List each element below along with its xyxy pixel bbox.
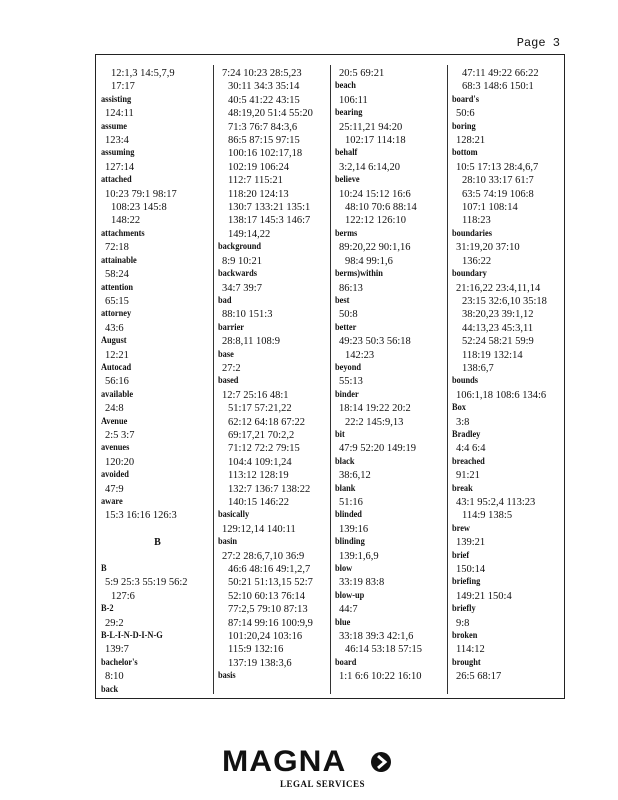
- spacer: [101, 550, 214, 563]
- page-refs: 38:6,12: [339, 470, 371, 482]
- page-refs: 34:7 39:7: [222, 282, 262, 294]
- index-term: break: [452, 483, 473, 494]
- page-refs-continued: 112:7 115:21: [228, 175, 283, 187]
- page-refs: 50:6: [456, 108, 475, 120]
- page-refs-continued: 108:23 145:8: [111, 202, 167, 214]
- page-refs: 120:20: [105, 456, 135, 468]
- index-term: blinded: [335, 510, 362, 521]
- logo-wordmark: MAGNA: [222, 745, 347, 778]
- page-refs: 56:16: [105, 376, 129, 388]
- page-refs-continued: 107:1 108:14: [462, 202, 518, 214]
- page-refs: 47:9: [105, 483, 124, 495]
- page-refs-continued: 113:12 128:19: [228, 470, 289, 482]
- index-term: bad: [218, 295, 232, 306]
- index-term: avenues: [101, 443, 130, 454]
- page-refs: 86:13: [339, 282, 363, 294]
- index-term: available: [101, 389, 134, 400]
- page-refs-continued: 30:11 34:3 35:14: [228, 81, 300, 93]
- page-refs-continued: 114:9 138:5: [462, 510, 513, 522]
- page-refs: 2:5 3:7: [105, 429, 135, 441]
- page-refs: 114:12: [456, 644, 485, 656]
- page-refs: 33:18 39:3 42:1,6: [339, 631, 414, 643]
- index-term: blow: [335, 564, 353, 575]
- page-refs: 51:16: [339, 497, 363, 508]
- page-refs: 20:5 69:21: [339, 68, 385, 79]
- index-term: back: [101, 684, 119, 695]
- page-refs: 47:9 52:20 149:19: [339, 443, 417, 455]
- page-refs: 18:14 19:22 20:2: [339, 403, 411, 415]
- page-refs: 44:7: [339, 604, 358, 616]
- page-refs: 43:6: [105, 322, 124, 334]
- page-refs: 8:10: [105, 671, 124, 683]
- page-refs-continued: 12:1,3 14:5,7,9: [111, 68, 175, 79]
- page-refs-continued: 142:23: [345, 349, 375, 361]
- index-term: backwards: [218, 269, 258, 280]
- page-refs: 58:24: [105, 269, 129, 281]
- section-letter: B: [154, 537, 161, 549]
- index-term: best: [335, 295, 350, 306]
- page-label: Page 3: [516, 36, 560, 50]
- index-column-1: [101, 67, 214, 697]
- page-refs-continued: 69:17,21 70:2,2: [228, 429, 295, 441]
- page-refs: 150:14: [456, 564, 486, 576]
- page-refs-continued: 40:5 41:22 43:15: [228, 94, 300, 106]
- page-refs: 139:21: [456, 537, 486, 549]
- page-refs: 27:2 28:6,7,10 36:9: [222, 550, 305, 562]
- page-refs-continued: 138:17 145:3 146:7: [228, 215, 311, 227]
- page-refs-continued: 118:19 132:14: [462, 349, 523, 361]
- index-term: brought: [452, 657, 481, 668]
- logo-subtitle: LEGAL SERVICES: [280, 779, 365, 789]
- page-refs: 55:13: [339, 376, 363, 388]
- page-refs-continued: 149:14,22: [228, 228, 271, 240]
- index-term: assisting: [101, 94, 132, 105]
- page-refs: 128:21: [456, 135, 486, 147]
- column-divider: [330, 65, 331, 694]
- page-refs: 65:15: [105, 295, 129, 307]
- page-refs-continued: 47:11 49:22 66:22: [462, 68, 539, 79]
- page-refs: 10:24 15:12 16:6: [339, 188, 411, 200]
- index-term: B-2: [101, 604, 114, 615]
- page-refs-continued: 115:9 132:16: [228, 644, 284, 656]
- page-refs-continued: 140:15 146:22: [228, 497, 289, 508]
- page-refs: 89:20,22 90:1,16: [339, 242, 411, 254]
- page-refs: 88:10 151:3: [222, 309, 273, 321]
- page-refs: 8:9 10:21: [222, 255, 262, 267]
- index-term: bottom: [452, 148, 478, 159]
- page-refs-continued: 101:20,24 103:16: [228, 631, 303, 643]
- page-refs: 106:11: [339, 94, 368, 106]
- page-refs: 15:3 16:16 126:3: [105, 510, 177, 522]
- page-refs-continued: 98:4 99:1,6: [345, 255, 393, 267]
- page-refs-continued: 51:17 57:21,22: [228, 403, 292, 415]
- page-refs-continued: 87:14 99:16 100:9,9: [228, 617, 313, 629]
- index-term: based: [218, 376, 239, 387]
- page-refs-continued: 100:16 102:17,18: [228, 148, 303, 160]
- page-refs: 33:19 83:8: [339, 577, 385, 589]
- index-term: August: [101, 336, 127, 347]
- page-refs-continued: 127:6: [111, 590, 135, 602]
- page-refs: 28:8,11 108:9: [222, 336, 280, 348]
- page-refs-continued: 52:24 58:21 59:9: [462, 336, 534, 348]
- page-refs-continued: 136:22: [462, 255, 492, 267]
- index-term: board's: [452, 94, 479, 105]
- page-refs: 139:16: [339, 523, 369, 535]
- index-term: binder: [335, 389, 359, 400]
- index-term: attainable: [101, 255, 137, 266]
- page-refs-continued: 132:7 136:7 138:22: [228, 483, 311, 495]
- page-refs-continued: 137:19 138:3,6: [228, 657, 292, 669]
- page-refs-continued: 148:22: [111, 215, 141, 227]
- index-term: blue: [335, 617, 351, 628]
- index-term: brew: [452, 523, 470, 534]
- page-refs-continued: 48:10 70:6 88:14: [345, 202, 417, 214]
- page-refs-continued: 86:5 87:15 97:15: [228, 135, 300, 147]
- index-term: berms)within: [335, 269, 383, 280]
- index-table: [95, 54, 565, 699]
- page-refs: 10:5 17:13 28:4,6,7: [456, 161, 539, 173]
- page-refs-continued: 52:10 60:13 76:14: [228, 590, 306, 602]
- page-refs: 49:23 50:3 56:18: [339, 336, 411, 348]
- index-term: beyond: [335, 362, 362, 373]
- page-refs-continued: 46:6 48:16 49:1,2,7: [228, 564, 311, 576]
- page-refs-continued: 130:7 133:21 135:1: [228, 202, 311, 214]
- index-term: black: [335, 456, 355, 467]
- index-term: board: [335, 657, 357, 668]
- column-divider: [447, 65, 448, 694]
- page-refs: 3:8: [456, 416, 470, 428]
- index-term: bit: [335, 429, 345, 440]
- page-refs-continued: 28:10 33:17 61:7: [462, 175, 534, 187]
- page-refs-continued: 68:3 148:6 150:1: [462, 81, 534, 93]
- index-term: Box: [452, 403, 466, 414]
- index-term: base: [218, 349, 234, 360]
- index-term: basically: [218, 510, 250, 521]
- page-refs-continued: 122:12 126:10: [345, 215, 406, 227]
- index-term: assuming: [101, 148, 135, 159]
- page-refs-continued: 44:13,23 45:3,11: [462, 322, 534, 334]
- index-term: briefing: [452, 577, 481, 588]
- page-refs: 27:2: [222, 362, 241, 374]
- page-refs-continued: 38:20,23 39:1,12: [462, 309, 534, 321]
- index-term: blinding: [335, 537, 365, 548]
- page-refs-continued: 71:12 72:2 79:15: [228, 443, 300, 455]
- page-refs: 5:9 25:3 55:19 56:2: [105, 577, 188, 589]
- page-refs: 7:24 10:23 28:5,23: [222, 68, 302, 79]
- page-refs: 106:1,18 108:6 134:6: [456, 389, 547, 401]
- page-refs-continued: 102:17 114:18: [345, 135, 406, 147]
- index-term: boundary: [452, 269, 487, 280]
- page-refs-continued: 50:21 51:13,15 52:7: [228, 577, 313, 589]
- index-term: Bradley: [452, 429, 481, 440]
- index-term: blank: [335, 483, 356, 494]
- chevron-circle-icon: [370, 751, 392, 773]
- page-refs-continued: 23:15 32:6,10 35:18: [462, 295, 547, 307]
- page-refs: 31:19,20 37:10: [456, 242, 520, 254]
- page-refs-continued: 48:19,20 51:4 55:20: [228, 108, 313, 120]
- magna-logo: [222, 745, 402, 793]
- index-term: attorney: [101, 309, 132, 320]
- index-term: berms: [335, 228, 358, 239]
- index-term: boundaries: [452, 228, 492, 239]
- page-refs: 12:7 25:16 48:1: [222, 389, 289, 401]
- index-column-4: [452, 67, 565, 684]
- page-refs: 10:23 79:1 98:17: [105, 188, 177, 200]
- page-refs: 91:21: [456, 470, 480, 482]
- page-refs-continued: 17:17: [111, 81, 135, 93]
- index-term: behalf: [335, 148, 358, 159]
- page-refs: 149:21 150:4: [456, 590, 512, 602]
- page-refs-continued: 118:23: [462, 215, 491, 227]
- page-refs: 21:16,22 23:4,11,14: [456, 282, 541, 294]
- index-term: bachelor's: [101, 657, 138, 668]
- page-refs: 4:4 6:4: [456, 443, 486, 455]
- page-refs: 72:18: [105, 242, 129, 254]
- page-refs: 12:21: [105, 349, 129, 361]
- page-refs-continued: 118:20 124:13: [228, 188, 289, 200]
- index-term: background: [218, 242, 262, 253]
- page-refs: 139:1,6,9: [339, 550, 379, 562]
- page-refs: 3:2,14 6:14,20: [339, 161, 400, 173]
- index-term: attachments: [101, 228, 145, 239]
- index-column-2: [218, 67, 331, 684]
- page-refs: 124:11: [105, 108, 134, 120]
- index-term: B-L-I-N-D-I-N-G: [101, 631, 163, 642]
- page-refs: 26:5 68:17: [456, 671, 502, 683]
- page-refs-continued: 71:3 76:7 84:3,6: [228, 121, 298, 133]
- page-refs: 1:1 6:6 10:22 16:10: [339, 671, 422, 683]
- page-refs-continued: 77:2,5 79:10 87:13: [228, 604, 308, 616]
- page-refs: 43:1 95:2,4 113:23: [456, 497, 536, 508]
- index-term: basin: [218, 537, 238, 548]
- page-refs-continued: 102:19 106:24: [228, 161, 289, 173]
- page-refs-continued: 62:12 64:18 67:22: [228, 416, 306, 428]
- index-term: aware: [101, 497, 123, 507]
- page-refs: 123:4: [105, 135, 129, 147]
- index-term: believe: [335, 175, 360, 186]
- index-term: breached: [452, 456, 485, 467]
- page-refs-continued: 22:2 145:9,13: [345, 416, 404, 428]
- page-refs: 129:12,14 140:11: [222, 523, 296, 535]
- page-refs: 29:2: [105, 617, 124, 629]
- index-term: brief: [452, 550, 470, 561]
- index-term: blow-up: [335, 590, 365, 601]
- index-term: better: [335, 322, 357, 333]
- page-refs: 24:8: [105, 403, 124, 415]
- index-term: briefly: [452, 604, 476, 615]
- page-refs: 9:8: [456, 617, 470, 629]
- page-refs: 127:14: [105, 161, 135, 173]
- page-refs: 25:11,21 94:20: [339, 121, 403, 133]
- column-divider: [213, 65, 214, 694]
- index-term: assume: [101, 121, 128, 132]
- page-refs-continued: 46:14 53:18 57:15: [345, 644, 423, 656]
- index-term: basis: [218, 671, 236, 682]
- spacer: [101, 523, 214, 536]
- index-term: attention: [101, 282, 134, 293]
- index-term: Avenue: [101, 416, 128, 427]
- index-term: barrier: [218, 322, 245, 333]
- page-refs-continued: 138:6,7: [462, 362, 494, 374]
- page-refs-continued: 63:5 74:19 106:8: [462, 188, 534, 200]
- page-refs-continued: 104:4 109:1,24: [228, 456, 292, 468]
- index-term: boring: [452, 121, 476, 132]
- page-refs: 139:7: [105, 644, 129, 656]
- index-column-3: [335, 67, 448, 684]
- page-refs: 50:8: [339, 309, 358, 321]
- index-term: attached: [101, 175, 132, 186]
- index-term: bounds: [452, 376, 479, 387]
- index-term: B: [101, 564, 107, 575]
- index-term: avoided: [101, 470, 129, 481]
- index-term: bearing: [335, 108, 363, 119]
- index-term: broken: [452, 631, 478, 642]
- index-term: Autocad: [101, 362, 132, 373]
- index-term: beach: [335, 81, 356, 92]
